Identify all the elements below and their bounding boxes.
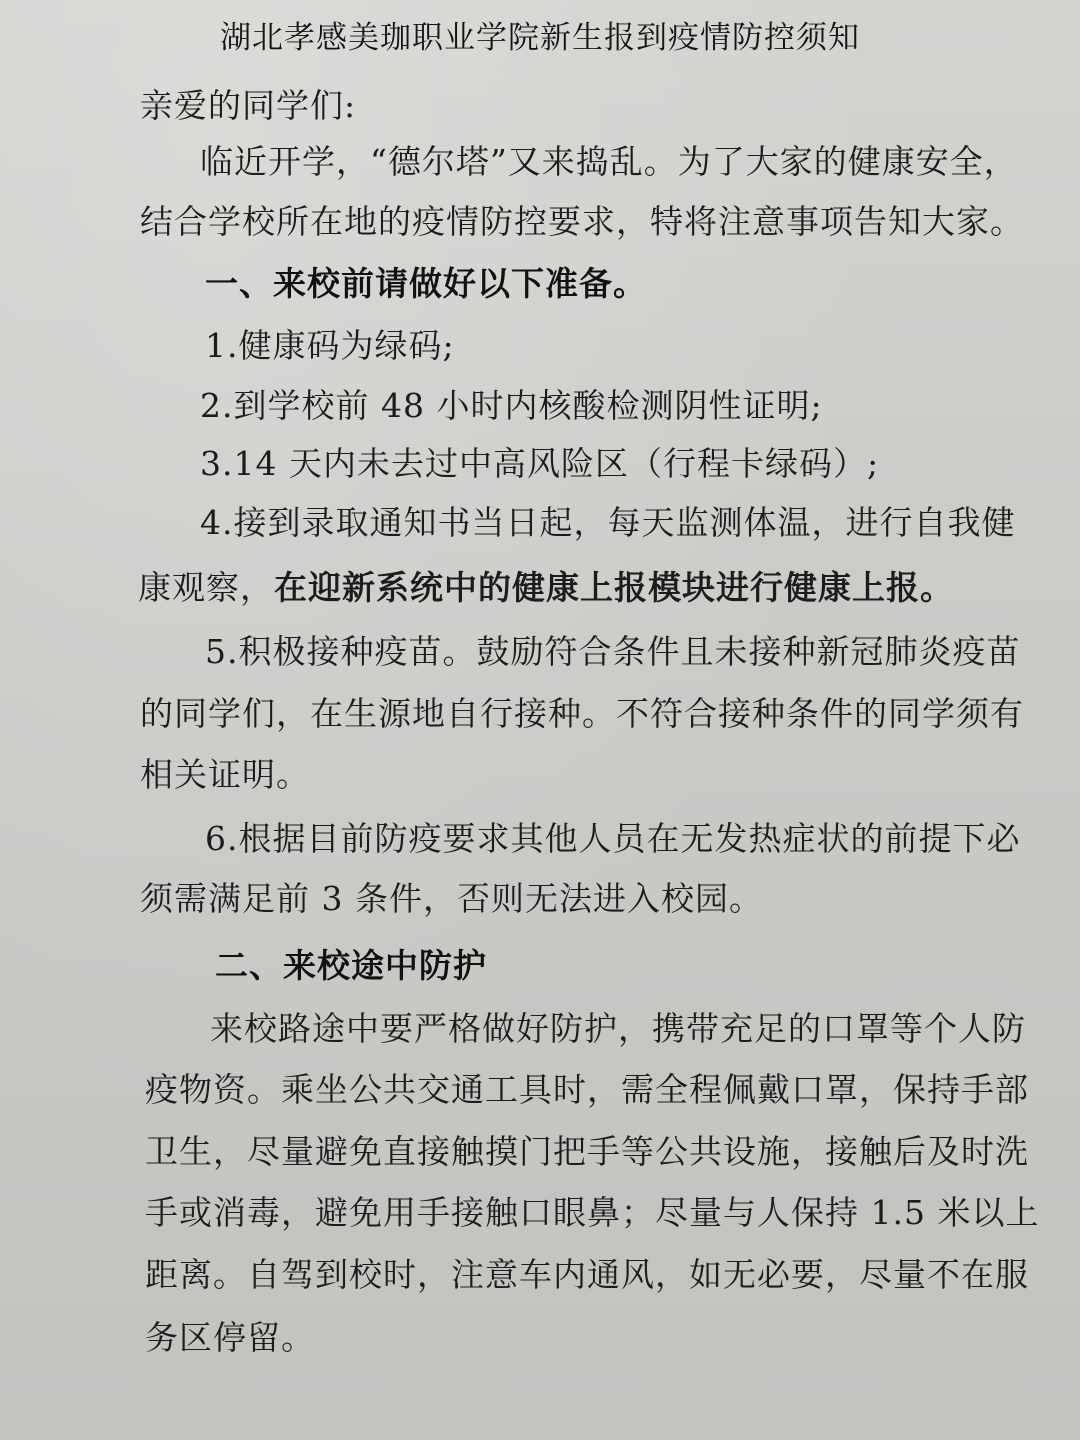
section2-line-2: 疫物资。乘坐公共交通工具时，需全程佩戴口罩，保持手部 xyxy=(145,1070,1029,1109)
item4-plain-text: 康观察， xyxy=(138,568,274,607)
intro-line-1: 临近开学，“德尔塔”又来捣乱。为了大家的健康安全， xyxy=(200,142,1018,181)
intro-line-2: 结合学校所在地的疫情防控要求，特将注意事项告知大家。 xyxy=(140,202,1024,241)
item4-bold-text: 在迎新系统中的健康上报模块进行健康上报。 xyxy=(274,568,954,607)
section1-item-6-line-2: 须需满足前 3 条件，否则无法进入校园。 xyxy=(140,879,763,918)
section2-heading: 二、来校途中防护 xyxy=(215,946,487,985)
greeting: 亲爱的同学们: xyxy=(140,86,357,125)
page-title: 湖北孝感美珈职业学院新生报到疫情防控须知 xyxy=(220,20,860,56)
section1-item-3: 3.14 天内未去过中高风险区（行程卡绿码）; xyxy=(200,444,880,483)
section2-line-1: 来校路途中要严格做好防护，携带充足的口罩等个人防 xyxy=(210,1009,1026,1048)
section1-item-2: 2.到学校前 48 小时内核酸检测阴性证明; xyxy=(200,386,823,425)
section1-item-6-line-1: 6.根据目前防疫要求其他人员在无发热症状的前提下必 xyxy=(205,819,1021,858)
section2-line-3: 卫生，尽量避免直接触摸门把手等公共设施，接触后及时洗 xyxy=(145,1132,1029,1171)
section2-line-6: 务区停留。 xyxy=(145,1318,315,1357)
section2-line-5: 距离。自驾到校时，注意车内通风，如无必要，尽量不在服 xyxy=(145,1255,1029,1294)
section1-heading: 一、来校前请做好以下准备。 xyxy=(205,264,647,303)
section1-item-5-line-3: 相关证明。 xyxy=(140,755,310,794)
section1-item-5-line-2: 的同学们，在生源地自行接种。不符合接种条件的同学须有 xyxy=(140,694,1024,733)
section1-item-4-continued xyxy=(138,562,954,609)
section2-line-4: 手或消毒，避免用手接触口眼鼻；尽量与人保持 1.5 米以上 xyxy=(145,1193,1040,1232)
section1-item-5-line-1: 5.积极接种疫苗。鼓励符合条件且未接种新冠肺炎疫苗 xyxy=(205,632,1021,671)
section1-item-1: 1.健康码为绿码; xyxy=(205,326,455,365)
section1-item-4: 4.接到录取通知书当日起，每天监测体温，进行自我健 xyxy=(200,503,1016,542)
